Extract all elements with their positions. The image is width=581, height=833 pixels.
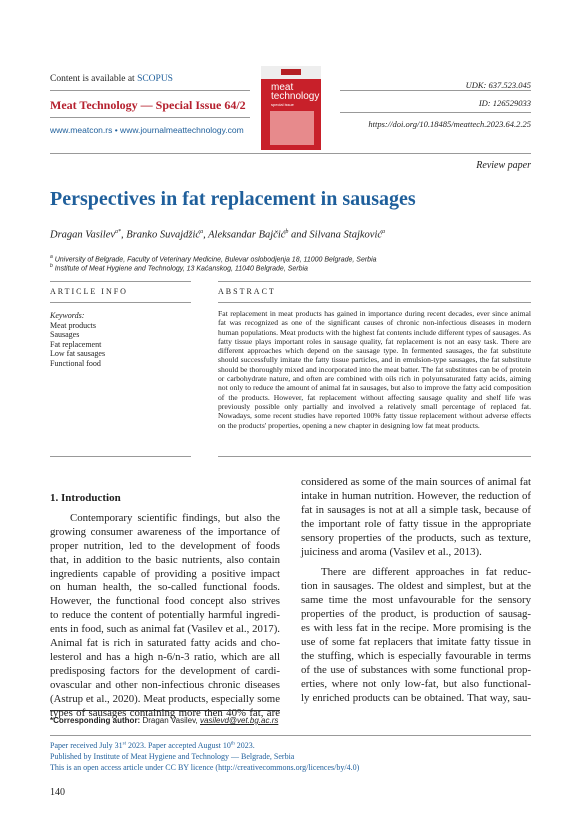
corresponding-author bbox=[50, 716, 278, 725]
doi-link[interactable]: https://doi.org/10.18485/meattech.2023.64.2.25 bbox=[368, 119, 531, 129]
scopus-link[interactable]: SCOPUS bbox=[137, 74, 173, 84]
text-line: considered as some of the main sources of animal fat bbox=[301, 476, 531, 488]
affiliation-b: $^b$ Institute of Meat Hygiene and Technology, 13 Kaćanskog, 11040 Belgrade, Serbia bbox=[50, 263, 308, 273]
text-line: There are different approaches in fat reduc- bbox=[321, 566, 531, 579]
info-rule-top-right bbox=[218, 281, 531, 282]
intro-paragraph-2 bbox=[301, 566, 531, 705]
corresponding-label: *Corresponding author: bbox=[50, 716, 141, 725]
text-line: Animal fat is rich in saturated fatty acids and cho- bbox=[50, 637, 280, 650]
section-heading-introduction: 1. Introduction bbox=[50, 492, 121, 504]
text-line: proper nutrition, led to the development of foods bbox=[50, 539, 280, 552]
text-line: to reduce the content of potentially harmful ingredi- bbox=[50, 609, 280, 622]
keywords-label: Keywords: bbox=[50, 311, 85, 320]
abstract-text: Fat replacement in meat products has gained in importance during recent decades, ever since animal fat was recognized as one of the significant causes of chronic non-infectious diseases in modern human populations. Meat products with the highest fat contents include different types of sausages. As fatty tissue plays important roles in sausage quality, fat replacement is not an easy task. There are different approaches which depend on the sausage type. In fermented sausages, the fat substitute should successfully imitate the fatty tissue particles, and in emulsion-type sausages, the fat substitute should be thoroughly mixed and incorporated into the meat batter. The fat substitutes can be of protein or carbohydrate nature, and often are combined with oils rich in polyunsaturated fatty acids, aiming not only to reduce the amount of animal fat in sausages, but also to improve the fatty acid composition of the products. However, fat replacement without affecting sausage quality and shelf life was previously possible only partially and involved a relatively small percentage of replaced fat. Nowadays, some recent studies have reported 100% fatty tissue replacement without adverse effects on the products' properties, opening a new chapter in designing low fat meat products. bbox=[218, 309, 531, 430]
intro-paragraph-1-continued bbox=[301, 476, 531, 559]
header-rule-mid bbox=[50, 117, 250, 118]
cover-title: meat technology bbox=[271, 82, 320, 102]
cover-panel bbox=[270, 111, 314, 145]
text-line: same time the most unfavourable for the sensory bbox=[301, 594, 531, 607]
keyword-item: Meat products bbox=[50, 320, 96, 330]
info-rule-bottom-right bbox=[218, 456, 531, 457]
text-line: intake in human nutrition. However, the reduction of bbox=[301, 489, 531, 502]
info-rule-mid-right bbox=[218, 302, 531, 303]
content-availability bbox=[50, 74, 173, 84]
text-line: use of some fat replacers that imitate fatty tissue in bbox=[301, 635, 531, 648]
text-line: on human health, the so-called functional foods. bbox=[50, 581, 280, 594]
paper-type: Review paper bbox=[476, 160, 531, 171]
text-line: ovascular and other non-infectious chronic diseases bbox=[50, 678, 280, 691]
text-line: (Astrup et al., 2020). Meat products, especially some bbox=[50, 692, 280, 705]
corresponding-rule bbox=[50, 710, 280, 711]
text-line: tion in sausages. The oldest and simplest, but at the bbox=[301, 580, 531, 593]
header-rule-right-mid bbox=[340, 112, 531, 113]
text-line: Contemporary scientific findings, but also the bbox=[70, 511, 280, 524]
keywords-block bbox=[50, 311, 105, 369]
text-line: es with less fat in the recipe. More promising is the bbox=[301, 622, 531, 635]
body-column-right bbox=[301, 476, 531, 706]
text-line: juiciness and aroma (Vasilev et al., 2013). bbox=[301, 545, 482, 558]
text-line: ly enriched products can be obtained. That way, sau- bbox=[301, 691, 531, 704]
text-line: ingredients capable of providing a positive impact bbox=[50, 567, 280, 580]
page-number: 140 bbox=[50, 787, 65, 798]
keyword-item: Low fat sausages bbox=[50, 349, 106, 359]
body-column-left bbox=[50, 492, 280, 721]
cover-subtitle: special issue bbox=[271, 102, 294, 107]
header-rule-top bbox=[50, 90, 250, 91]
text-line: of the use of substances with some functional prop- bbox=[301, 663, 531, 676]
licence-line[interactable]: This is an open access article under CC BY licence (http://creativecommons.org/licences/by/4.0) bbox=[50, 763, 360, 772]
footer-rule bbox=[50, 735, 531, 736]
text-line: However, the functional food concept also strives bbox=[50, 595, 280, 608]
info-rule-top-left bbox=[50, 281, 191, 282]
authors: Dragan Vasilev$^{a*}$, Branko Suvajdžić$^a$, Aleksandar Bajčić$^b$ and Silvana Stajković$^a$ bbox=[50, 229, 386, 241]
text-line: erties, where not only low-fat, but also functional- bbox=[301, 677, 531, 690]
header-rule-right-top bbox=[340, 90, 531, 91]
text-line: fat in sausages is not at all a simple task, because of bbox=[301, 503, 531, 516]
journal-cover-image bbox=[261, 66, 321, 150]
corresponding-email[interactable]: vasilevd@vet.bg.ac.rs bbox=[199, 716, 279, 725]
journal-title: Meat Technology — Special Issue 64/2 bbox=[50, 98, 246, 112]
text-line: the important role of fatty tissue in the appropriate bbox=[301, 517, 531, 530]
text-line: sensory properties of the products, such as texture, bbox=[301, 531, 531, 544]
info-rule-mid-left bbox=[50, 302, 191, 303]
received-dates: Paper received July 31st 2023. Paper accepted August 10th 2023. bbox=[50, 741, 255, 750]
keyword-item: Fat replacement bbox=[50, 339, 102, 349]
text-line: lesterol and has a high n-6/n-3 ratio, which are all bbox=[50, 650, 280, 663]
text-line: ents in food, such as animal fat (Vasilev et al., 2017). bbox=[50, 623, 280, 636]
text-line: growing consumer awareness of the importance of bbox=[50, 525, 280, 538]
udk-code: UDK: 637.523.045 bbox=[465, 80, 531, 90]
content-prefix: Content is available at bbox=[50, 74, 138, 84]
text-line: that, in addition to the basic nutrients, also contain bbox=[50, 553, 280, 566]
corresponding-name: Dragan Vasilev, bbox=[142, 716, 198, 725]
header-rule-bottom bbox=[50, 153, 531, 154]
article-id: ID: 126529033 bbox=[478, 98, 531, 108]
keyword-item: Sausages bbox=[50, 330, 80, 340]
keyword-item: Functional food bbox=[50, 358, 101, 368]
publisher-line: Published by Institute of Meat Hygiene and Technology — Belgrade, Serbia bbox=[50, 752, 295, 761]
article-title: Perspectives in fat replacement in sausages bbox=[50, 188, 416, 210]
journal-urls[interactable]: www.meatcon.rs • www.journalmeattechnology.com bbox=[50, 125, 244, 135]
intro-paragraph-1 bbox=[50, 512, 280, 721]
article-info-heading: ARTICLE INFO bbox=[50, 287, 128, 296]
info-rule-bottom-left bbox=[50, 456, 191, 457]
text-line: properties of the product, is production of sausag- bbox=[301, 608, 531, 621]
cover-logo bbox=[281, 69, 301, 75]
affiliation-a: $^a$ University of Belgrade, Faculty of Veterinary Medicine, Bulevar oslobodjenja 18, 11000 Belgrade, Serbia bbox=[50, 254, 377, 264]
text-line: predisposing factors for the development of cardi- bbox=[50, 664, 280, 677]
abstract-heading: ABSTRACT bbox=[218, 287, 276, 296]
text-line: types of sausages containing more then 40% fat, are bbox=[50, 706, 280, 719]
text-line: the stuffing, which is especially favourable in terms bbox=[301, 649, 531, 662]
